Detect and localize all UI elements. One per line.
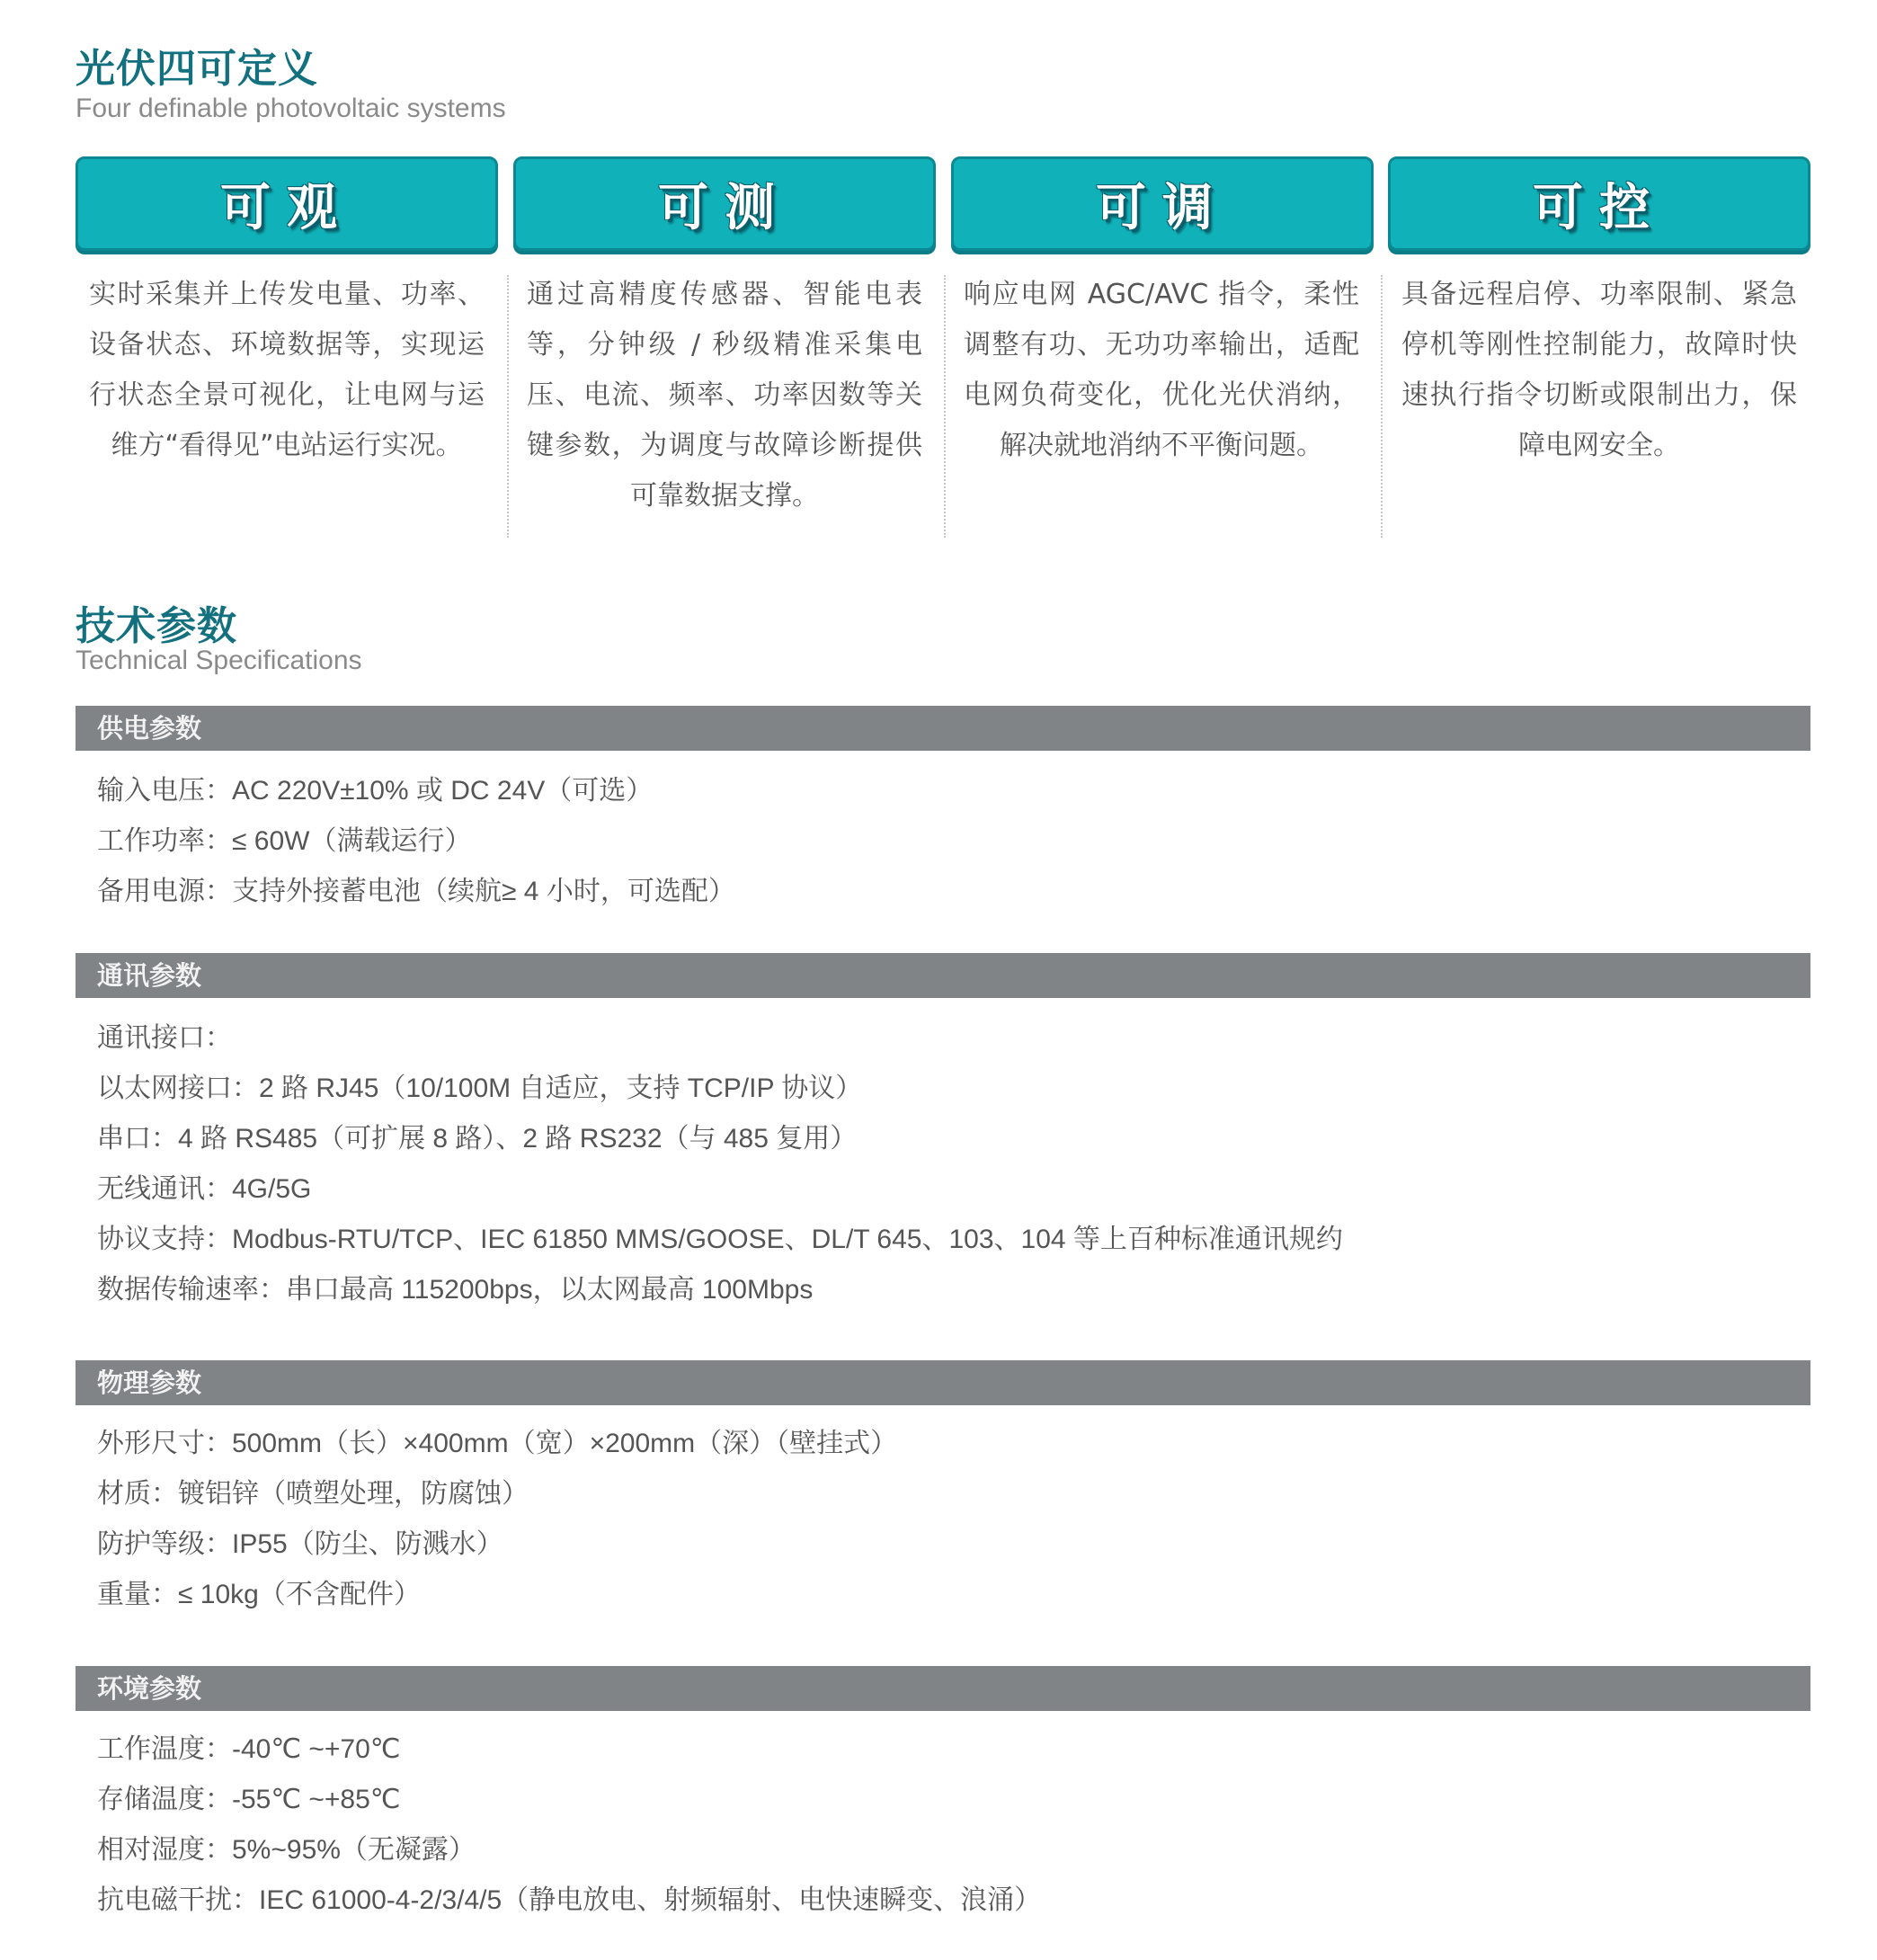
card-description: 具备远程启停、功率限制、紧急停机等刚性控制能力，故障时快速执行指令切断或限制出力，保障电网安全。 xyxy=(1401,279,1797,461)
dotted-divider xyxy=(944,275,946,538)
section-title-four-definable: 光伏四可定义 xyxy=(76,46,318,92)
spec-row: 抗电磁干扰：IEC 61000-4-2/3/4/5（静电放电、射频辐射、电快速瞬变、浪涌） xyxy=(97,1885,1042,1915)
section-subtitle-four-definable: Four definable photovoltaic systems xyxy=(76,94,506,123)
spec-group-communication xyxy=(97,1013,1343,1315)
card-observable xyxy=(76,156,498,251)
spec-group-physical xyxy=(97,1419,897,1620)
card-measurable xyxy=(513,156,936,251)
spec-row: 存储温度：-55℃ ~+85℃ xyxy=(97,1785,401,1814)
spec-group-environment xyxy=(97,1724,1041,1926)
card-adjustable xyxy=(951,156,1374,251)
spec-group-header-physical: 物理参数 xyxy=(76,1360,1810,1405)
spec-row: 无线通讯：4G/5G xyxy=(97,1174,312,1204)
spec-row: 防护等级：IP55（防尘、防溅水） xyxy=(97,1529,503,1559)
spec-group-header-environment: 环境参数 xyxy=(76,1666,1810,1711)
card-label: 可测 xyxy=(658,178,791,237)
spec-row: 外形尺寸：500mm（长）×400mm（宽）×200mm（深）（壁挂式） xyxy=(97,1429,898,1458)
spec-row: 通讯接口： xyxy=(97,1023,232,1053)
spec-row: 重量：≤ 10kg（不含配件） xyxy=(97,1580,421,1609)
card-label: 可观 xyxy=(220,178,353,237)
spec-row: 备用电源：支持外接蓄电池（续航≥ 4 小时，可选配） xyxy=(97,877,735,906)
card-description: 通过高精度传感器、智能电表等，分钟级 / 秒级精准采集电压、电流、频率、功率因数等关键参数，为调度与故障诊断提供可靠数据支撑。 xyxy=(527,279,922,512)
spec-row: 工作温度：-40℃ ~+70℃ xyxy=(97,1734,401,1764)
spec-row: 相对湿度：5%~95%（无凝露） xyxy=(97,1835,476,1865)
spec-row: 以太网接口：2 路 RJ45（10/100M 自适应，支持 TCP/IP 协议） xyxy=(97,1074,863,1103)
dotted-divider xyxy=(1381,275,1383,538)
section-title-specs: 技术参数 xyxy=(76,603,237,649)
spec-row: 串口：4 路 RS485（可扩展 8 路）、2 路 RS232（与 485 复用） xyxy=(97,1124,858,1154)
card-description: 响应电网 AGC/AVC 指令，柔性调整有功、无功功率输出，适配电网负荷变化，优化光伏消纳，解决就地消纳不平衡问题。 xyxy=(964,279,1359,461)
spec-row: 输入电压：AC 220V±10% 或 DC 24V（可选） xyxy=(97,776,654,806)
card-controllable xyxy=(1388,156,1810,251)
spec-row: 材质：镀铝锌（喷塑处理，防腐蚀） xyxy=(97,1479,529,1509)
spec-row: 协议支持：Modbus-RTU/TCP、IEC 61850 MMS/GOOSE、DL/T 645、103、104 等上百种标准通讯规约 xyxy=(97,1225,1343,1254)
card-label: 可调 xyxy=(1096,178,1229,237)
card-description: 实时采集并上传发电量、功率、设备状态、环境数据等，实现运行状态全景可视化，让电网与运维方“看得见”电站运行实况。 xyxy=(89,279,485,461)
spec-row: 工作功率：≤ 60W（满载运行） xyxy=(97,826,472,856)
spec-group-header-communication: 通讯参数 xyxy=(76,953,1810,998)
card-label: 可控 xyxy=(1533,178,1666,237)
spec-group-header-power: 供电参数 xyxy=(76,706,1810,751)
section-subtitle-specs: Technical Specifications xyxy=(76,646,362,675)
spec-group-power xyxy=(97,766,735,917)
spec-row: 数据传输速率：串口最高 115200bps，以太网最高 100Mbps xyxy=(97,1275,814,1305)
dotted-divider xyxy=(507,275,509,538)
